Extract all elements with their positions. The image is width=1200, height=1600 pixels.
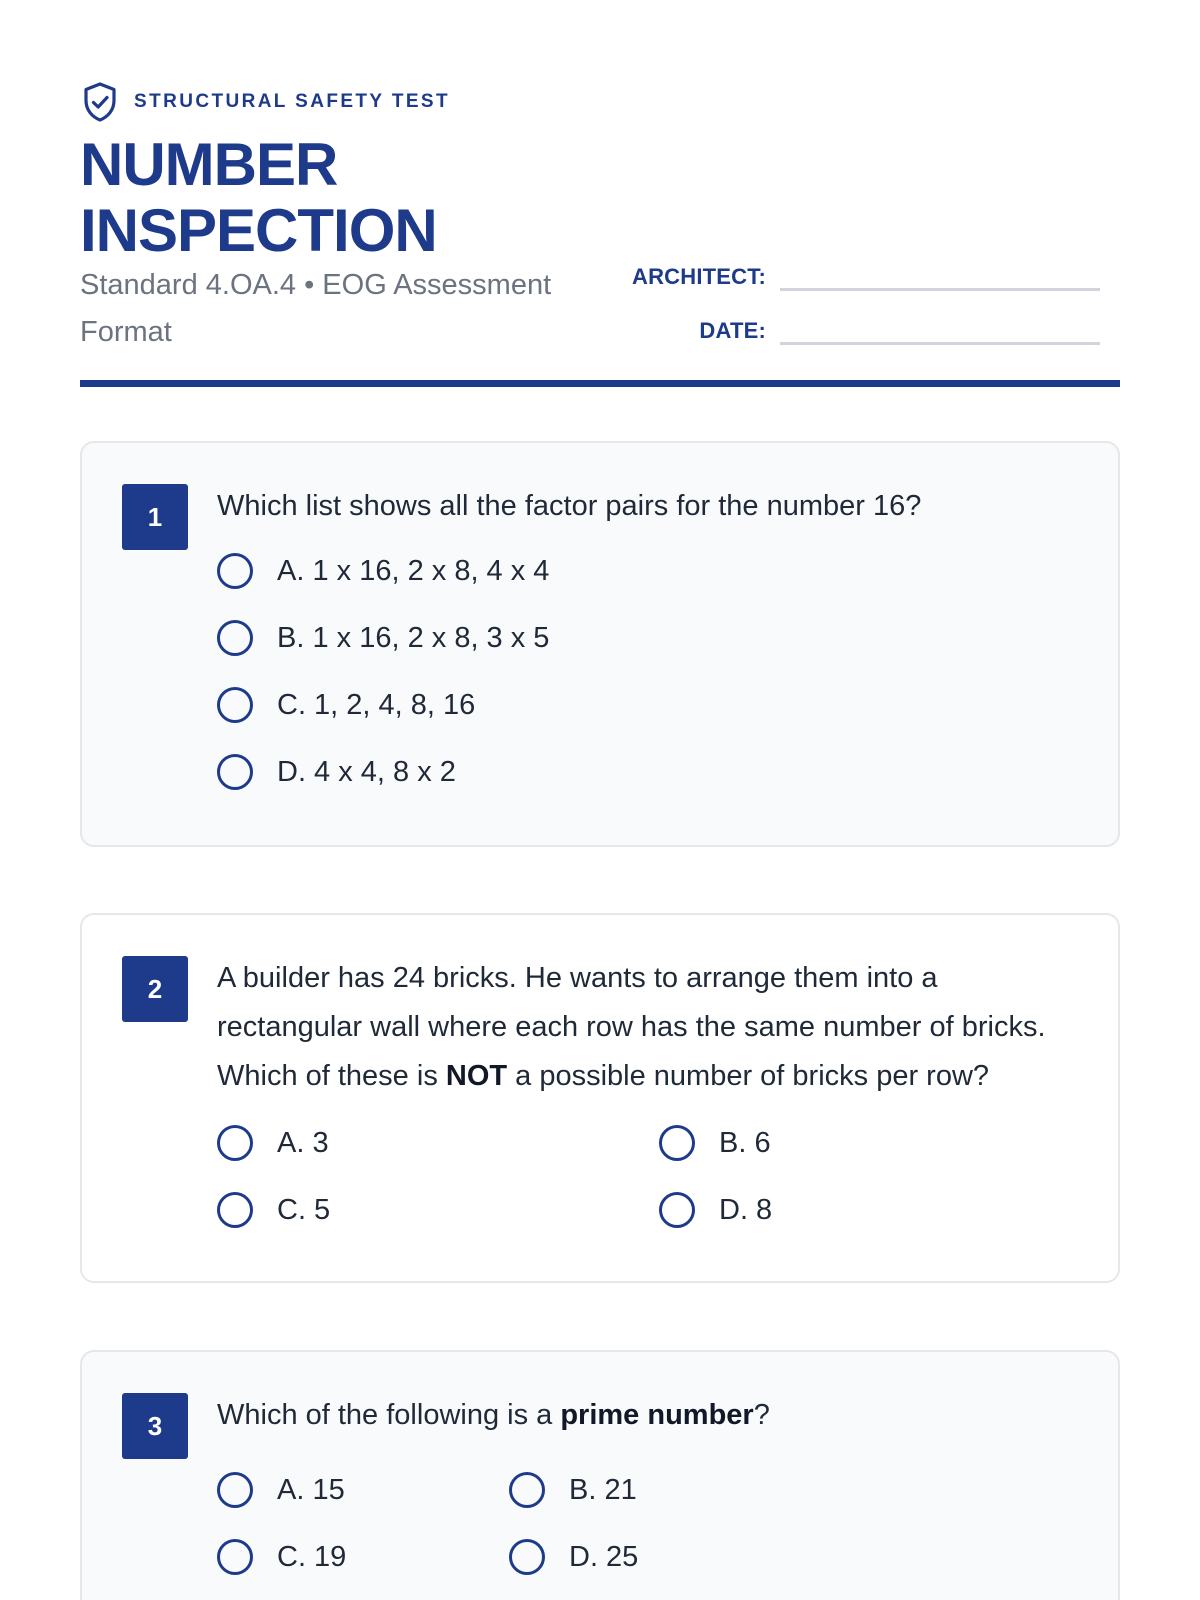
question-prompt-text-after: ? [753,1399,770,1431]
test-type-label: STRUCTURAL SAFETY TEST [134,91,450,112]
answer-option-label: A. 1 x 16, 2 x 8, 4 x 4 [277,555,550,587]
answer-option-d[interactable] [217,752,917,792]
question-prompt [217,954,1084,1101]
shield-check-icon [82,82,118,122]
answer-option-label: D. 4 x 4, 8 x 2 [277,756,456,788]
header-divider [80,380,1120,387]
answer-option-label: C. 19 [277,1541,347,1573]
radio-button[interactable] [217,1539,253,1575]
architect-label: ARCHITECT: [632,264,766,289]
radio-button[interactable] [217,1472,253,1508]
answer-option-a[interactable] [217,1470,509,1510]
answer-option-d[interactable] [659,1190,897,1230]
answer-option-d[interactable] [509,1537,637,1577]
question-prompt-emphasis: prime number [560,1399,754,1431]
answer-option-label: A. 3 [277,1127,329,1159]
question-card-2 [80,913,1120,1283]
answer-option-label: C. 5 [277,1194,331,1226]
radio-button[interactable] [659,1192,695,1228]
answer-option-label: A. 15 [277,1474,345,1506]
answer-option-label: C. 1, 2, 4, 8, 16 [277,689,476,721]
question-prompt-text-after: a possible number of bricks per row? [507,1060,990,1092]
question-card-1 [80,441,1120,847]
answer-option-label: D. 8 [719,1194,773,1226]
page-title-line-1: NUMBER [80,131,338,198]
page-title-line-2: INSPECTION [80,197,437,264]
radio-button[interactable] [509,1539,545,1575]
date-field-row [699,317,1100,345]
answer-option-label: D. 25 [569,1541,639,1573]
answer-option-b[interactable] [217,618,917,658]
architect-field-row [632,263,1100,291]
question-number-badge: 2 [122,956,188,1022]
answer-option-c[interactable] [217,1190,659,1230]
radio-button[interactable] [217,553,253,589]
answer-options [217,551,917,792]
answer-option-label: B. 6 [719,1127,771,1159]
test-brand [82,82,450,122]
architect-input-line[interactable] [780,263,1100,291]
radio-button[interactable] [217,754,253,790]
page-title [80,132,437,264]
answer-option-b[interactable] [659,1123,897,1163]
answer-option-c[interactable] [217,685,917,725]
date-label: DATE: [699,318,766,343]
radio-button[interactable] [217,687,253,723]
radio-button[interactable] [659,1125,695,1161]
radio-button[interactable] [509,1472,545,1508]
question-number-badge: 3 [122,1393,188,1459]
radio-button[interactable] [217,1125,253,1161]
question-prompt-text-before: A builder has 24 bricks. He wants to arrange them into a rectangular wall where each row has the same number of bricks. Which of these is [217,962,1046,1092]
question-prompt [217,1391,1084,1440]
radio-button[interactable] [217,620,253,656]
answer-option-a[interactable] [217,551,917,591]
answer-option-b[interactable] [509,1470,637,1510]
question-prompt-text-before: Which of the following is a [217,1399,561,1431]
question-prompt-emphasis: NOT [445,1060,508,1092]
answer-option-a[interactable] [217,1123,659,1163]
question-number-badge: 1 [122,484,188,550]
radio-button[interactable] [217,1192,253,1228]
answer-option-label: B. 1 x 16, 2 x 8, 3 x 5 [277,622,550,654]
question-card-3 [80,1350,1120,1600]
answer-options [217,1470,637,1577]
answer-option-c[interactable] [217,1537,509,1577]
standard-subtitle: Standard 4.OA.4 • EOG Assessment Format [80,269,552,348]
answer-options [217,1123,897,1230]
date-input-line[interactable] [780,317,1100,345]
answer-option-label: B. 21 [569,1474,637,1506]
question-prompt: Which list shows all the factor pairs for the number 16? [217,490,922,522]
